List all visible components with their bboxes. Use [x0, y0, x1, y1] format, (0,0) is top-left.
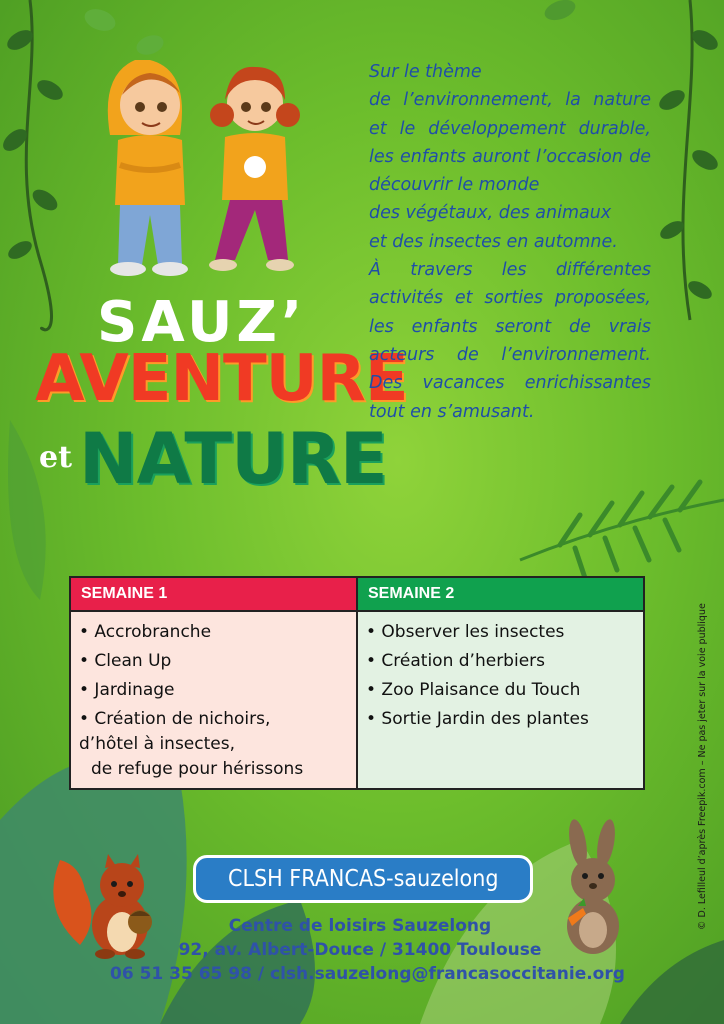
- title-nature: NATURE: [79, 418, 387, 500]
- image-credit: © D. Lefilleul d’après Freepik.com – Ne pas jeter sur la voie publique: [697, 603, 708, 930]
- week1-column: [71, 578, 356, 788]
- description-line: À travers les différentes activités et sorties proposées, les enfants seront de vrais acteurs de l’environnement. Des vacances enrichissantes tout en s’amusant.: [369, 260, 651, 422]
- address: 92, av. Albert-Douce / 31400 Toulouse: [178, 940, 542, 960]
- phone-email: 06 51 35 65 98 / clsh.sauzelong@francasoccitanie.org: [110, 964, 625, 984]
- description: [369, 58, 651, 426]
- contact-info: [110, 914, 625, 986]
- activity-text: • Création d’herbiers: [366, 651, 545, 671]
- activity-item: [366, 649, 637, 674]
- activity-text: • Zoo Plaisance du Touch: [366, 680, 581, 700]
- activity-item: [79, 678, 350, 703]
- description-line: de l’environnement, la nature et le développement durable, les enfants auront l’occasion de découvrir le monde: [369, 90, 651, 196]
- rabbit-illustration: [548, 818, 638, 958]
- activity-item: [79, 620, 350, 645]
- description-line: et des insectes en automne.: [369, 231, 618, 252]
- activity-text: • Accrobranche: [79, 622, 212, 642]
- activity-text: • Jardinage: [79, 680, 175, 700]
- activity-text: • Clean Up: [79, 651, 172, 671]
- week1-header: SEMAINE 1: [71, 578, 356, 612]
- title-aventure: AVENTURE: [35, 342, 408, 416]
- activity-text-continued: d’hôtel à insectes,: [79, 734, 235, 754]
- organizer-badge: [193, 855, 533, 903]
- week2-column: [356, 578, 643, 788]
- activity-item: [366, 678, 637, 703]
- schedule-table: [69, 576, 645, 790]
- description-line: Sur le thème: [369, 62, 482, 82]
- week2-header: SEMAINE 2: [358, 578, 643, 612]
- activity-text: • Sortie Jardin des plantes: [366, 709, 589, 729]
- activity-text-continued: de refuge pour hérissons: [91, 759, 304, 779]
- description-line: des végétaux, des animaux: [369, 203, 612, 224]
- title-sauz: SAUZ’: [97, 290, 307, 355]
- activity-item: [79, 707, 350, 782]
- activity-text: • Observer les insectes: [366, 622, 565, 642]
- week2-list: [358, 612, 643, 788]
- activity-item: [366, 620, 637, 645]
- activity-item: [366, 707, 637, 732]
- center-name: Centre de loisirs Sauzelong: [228, 916, 492, 936]
- children-illustration: [90, 55, 310, 285]
- title-connector: et: [39, 440, 72, 475]
- activity-text: • Création de nichoirs,: [79, 709, 271, 729]
- organizer-name: CLSH FRANCAS-sauzelong: [227, 866, 499, 892]
- week1-list: [71, 612, 356, 788]
- activity-item: [79, 649, 350, 674]
- event-title: [35, 290, 408, 520]
